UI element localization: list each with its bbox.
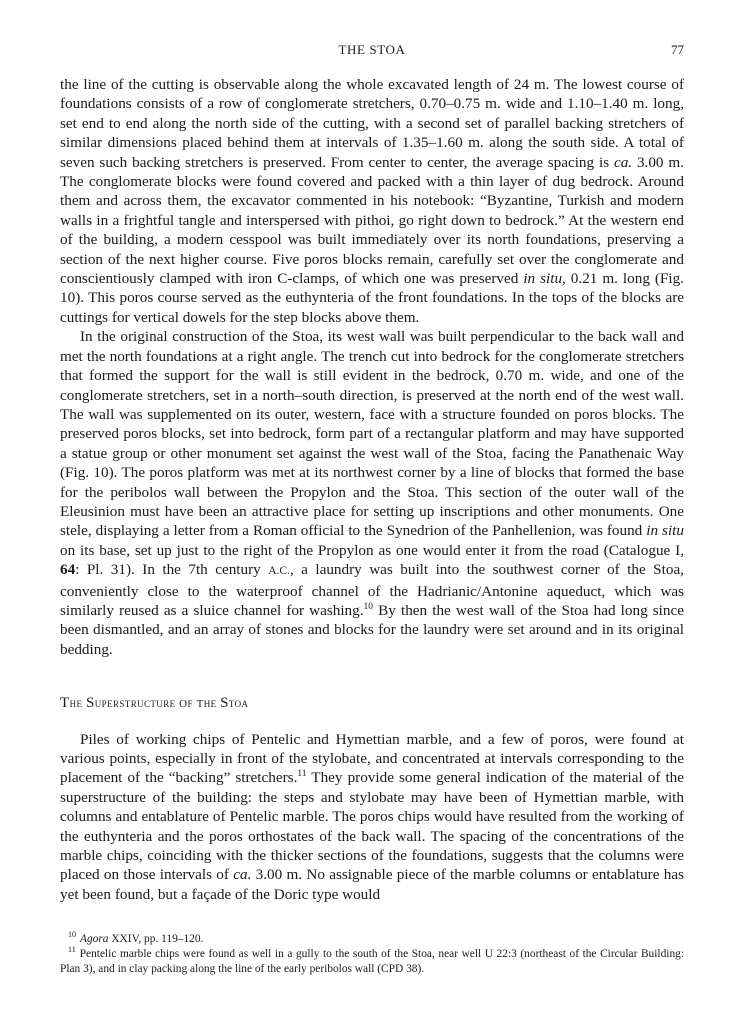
text-run: They provide some general indication of the material of the superstructure of the building: the steps and stylobate may have been of Hymettian marble, with columns and entablature of Pentelic marble. The poros chips would have resulted from the working of the euthynteria and the poros orthostates of the back wall. The spacing of the concentrations of the marble chips, coinciding with the thicker sections of the foundations, suggests that the columns were placed on those intervals of <box>60 769 685 884</box>
body-text <box>60 75 684 904</box>
italic-agora: Agora <box>80 933 109 945</box>
footnote-ref-11[interactable]: 11 <box>297 769 307 780</box>
italic-ca: ca. <box>613 153 633 171</box>
footnote-number: 10 <box>68 930 76 939</box>
text-run: the line of the cutting is observable along the whole excavated length of 24 m. The lowest course of foundations consists of a row of conglomerate stretchers, 0.70–0.75 m. wide and 1.10–1.40 m. long, set end to end along the north side of the cutting, with a second set of parallel backing stretchers of similar dimensions placed behind them at intervals of 1.35–1.60 m. along the south side. A total of seven such backing stretchers is preserved. From center to center, the average spacing is <box>60 76 684 171</box>
text-run: , a laundry was built into the southwest corner of the Stoa, conveniently close to the waterproof channel of the Hadrianic/Antonine aqueduct, which was similarly reused as a sluice channel for washing. <box>60 561 684 619</box>
footnote-ref-10[interactable]: 10 <box>363 601 374 612</box>
footnote-10 <box>60 932 684 947</box>
italic-ca: ca. <box>233 866 252 884</box>
footnote-11 <box>60 947 684 977</box>
text-run: : Pl. 31). In the 7th century <box>75 561 269 579</box>
text-run: 3.00 m. The conglomerate blocks were found covered and packed with a thin layer of dug bedrock. Around them and across them, the excavator commented in his notebook: “Byzantine, Turkish and modern walls in a frightful tangle and interspersed with pithoi, go right down to bedrock.” At the western end of the building, a modern cesspool was built immediately over its north foundations, preserving a section of the next higher course. Five poros blocks remain, carefully set over the conglomerate and conscientiously clamped with iron C-clamps, of which one was preserved <box>60 153 684 288</box>
footnote-number: 11 <box>68 945 76 955</box>
footnote-text: XXIV, pp. 119–120. <box>108 933 204 945</box>
section-heading: The Superstructure of the Stoa <box>60 695 249 712</box>
paragraph-3 <box>60 730 684 905</box>
page-number: 77 <box>671 42 684 57</box>
text-run: By then the west wall of the Stoa had long since been dismantled, and an array of stones and blocks for the laundry were set around and in its original bedding. <box>60 601 684 658</box>
bold-catalogue-number: 64 <box>60 561 76 579</box>
era-abbrev: A.C. <box>268 565 290 578</box>
running-head <box>60 42 684 60</box>
footnotes <box>60 932 684 978</box>
text-run: on its base, set up just to the right of the Propylon as one would enter it from the road (Catalogue I, <box>60 541 684 559</box>
text-run: Piles of working chips of Pentelic and Hymettian marble, and a few of poros, were found at various points, especially in front of the stylobate, and concentrated at intervals corresponding to the placement of the “backing” stretchers. <box>60 730 684 787</box>
text-run: In the original construction of the Stoa, its west wall was built perpendicular to the back wall and met the north foundations at a right angle. The trench cut into bedrock for the conglomerate stretchers that formed the support for the wall is still evident in the bedrock, 0.70 m. wide, and one of the conglomerate stretchers, set in a north–south direction, is preserved at the north end of the west wall. The wall was supplemented on its outer, western, face with a structure founded on poros blocks. The preserved poros blocks, set into bedrock, form part of a rectangular platform and may have supported a statue group or other monument set against the west wall of the Stoa, facing the Panathenaic Way (Fig. 10). The poros platform was met at its northwest corner by a line of blocks that formed the base for the peribolos wall between the Propylon and the Stoa. This section of the outer wall of the Eleusinion must have been an attractive place for setting up inscriptions and other monuments. One stele, displaying a letter from a Roman official to the Synedrion of the Panhellenion, was found <box>60 328 684 540</box>
italic-in-situ: in situ <box>523 270 563 288</box>
text-run: 3.00 m. No assignable piece of the marble columns or entablature has yet been found, but a façade of the Doric type would <box>60 866 684 903</box>
italic-in-situ: in situ <box>646 522 684 540</box>
paragraph-1 <box>60 75 684 327</box>
text-run: , 0.21 m. long (Fig. 10). This poros course served as the euthynteria of the front foundations. In the tops of the blocks are cuttings for vertical dowels for the step blocks above them. <box>60 270 684 326</box>
running-title: THE STOA <box>338 42 406 57</box>
footnote-text: Pentelic marble chips were found as well in a gully to the south of the Stoa, near well U 22:3 (northeast of the Circular Building: Plan 3), and in clay packing along the line of the early peribolos wall (CPD 38). <box>60 948 684 976</box>
paragraph-2 <box>60 327 684 659</box>
